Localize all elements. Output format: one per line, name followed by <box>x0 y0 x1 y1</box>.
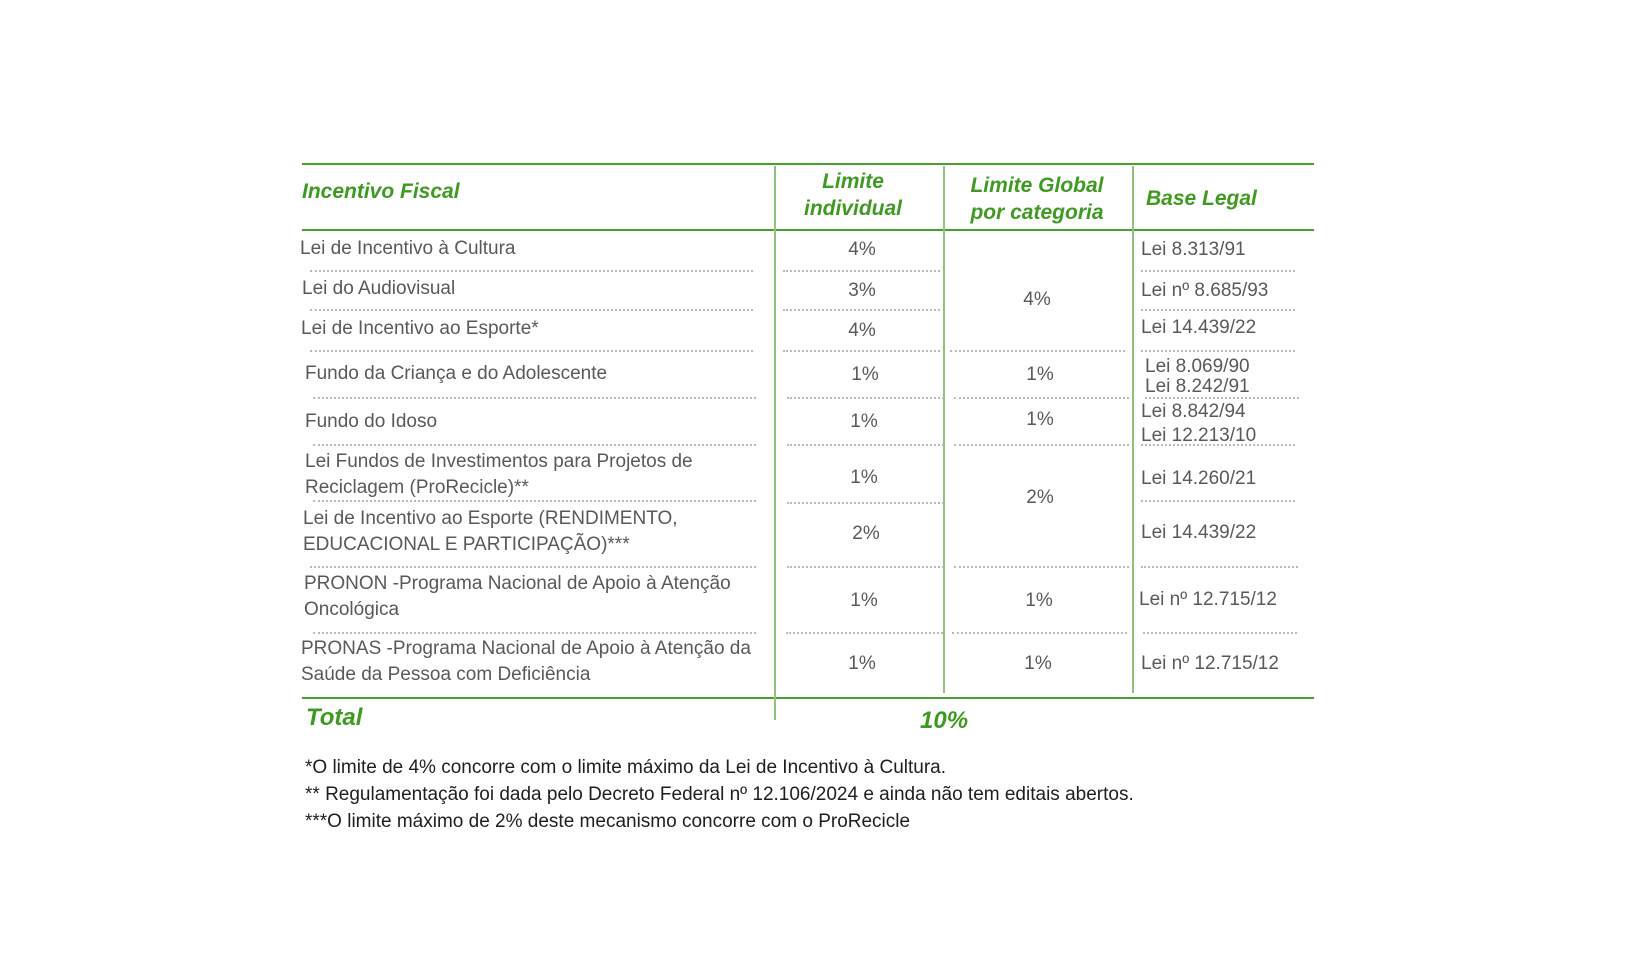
row-3-base: Lei 14.439/22 <box>1141 317 1257 338</box>
global-group-2: 1% <box>1026 364 1054 385</box>
row-2-divider-b <box>783 309 940 311</box>
row-6-individual: 1% <box>850 467 878 488</box>
row-2-divider-d <box>1141 309 1295 311</box>
row-7-incentivo-line2: EDUCACIONAL E PARTICIPAÇÃO)*** <box>303 534 630 555</box>
row-6-incentivo-line1: Lei Fundos de Investimentos para Projetos de <box>305 451 693 472</box>
row-5-divider-c <box>954 444 1129 446</box>
row-8-divider-c <box>952 632 1127 634</box>
table-top-rule <box>302 163 1314 165</box>
row-3-divider-b <box>783 350 940 352</box>
row-7-divider-c <box>954 566 1129 568</box>
header-limite-individual-line2: individual <box>803 197 902 220</box>
row-3-divider-a <box>310 350 753 352</box>
table-bottom-rule <box>302 697 1314 699</box>
global-group-3: 1% <box>1026 409 1054 430</box>
row-4-divider-b <box>787 397 944 399</box>
row-5-divider-b <box>787 444 944 446</box>
row-7-base: Lei 14.439/22 <box>1141 522 1257 543</box>
row-3-incentivo: Lei de Incentivo ao Esporte* <box>301 318 539 339</box>
total-label: Total <box>306 704 363 731</box>
row-2-incentivo: Lei do Audiovisual <box>302 278 456 299</box>
row-7-divider-b <box>787 566 944 568</box>
row-4-incentivo: Fundo da Criança e do Adolescente <box>305 363 608 384</box>
row-3-divider-d <box>1141 350 1295 352</box>
footnote-3: ***O limite máximo de 2% deste mecanismo concorre com o ProRecicle <box>305 811 911 832</box>
row-6-base: Lei 14.260/21 <box>1141 468 1257 489</box>
row-9-individual: 1% <box>848 653 876 674</box>
row-9-incentivo-line1: PRONAS -Programa Nacional de Apoio à Atenção da <box>301 638 751 659</box>
row-7-divider-d <box>1141 566 1298 568</box>
table-header-rule <box>302 229 1314 231</box>
header-limite-global-line1: Limite Global <box>970 174 1104 197</box>
row-5-base-line2: Lei 12.213/10 <box>1141 425 1257 446</box>
row-3-divider-c <box>950 350 1125 352</box>
row-1-divider-a <box>310 270 753 272</box>
row-1-divider-b <box>783 270 940 272</box>
row-5-divider-a <box>313 444 756 446</box>
row-8-base: Lei nº 12.715/12 <box>1139 589 1277 610</box>
global-group-1: 4% <box>1023 289 1051 310</box>
row-9-incentivo-line2: Saúde da Pessoa com Deficiência <box>301 664 591 685</box>
row-4-individual: 1% <box>851 364 879 385</box>
row-6-divider-d <box>1141 500 1295 502</box>
row-8-divider-a <box>313 632 756 634</box>
row-8-incentivo-line1: PRONON -Programa Nacional de Apoio à Atenção <box>304 573 731 594</box>
row-8-divider-b <box>786 632 943 634</box>
row-8-divider-d <box>1143 632 1297 634</box>
row-1-incentivo: Lei de Incentivo à Cultura <box>300 238 516 259</box>
row-2-individual: 3% <box>848 280 876 301</box>
row-6-incentivo-line2: Reciclagem (ProRecicle)** <box>305 477 529 498</box>
row-1-divider-d <box>1141 270 1295 272</box>
row-6-divider-b <box>787 502 944 504</box>
row-6-divider-a <box>313 500 756 502</box>
row-7-divider-a <box>310 566 756 568</box>
row-4-base-line2: Lei 8.242/91 <box>1145 376 1250 397</box>
header-limite-global-line2: por categoria <box>970 201 1104 224</box>
row-4-base-line1: Lei 8.069/90 <box>1145 356 1250 377</box>
row-5-divider-d <box>1141 444 1295 446</box>
row-7-incentivo-line1: Lei de Incentivo ao Esporte (RENDIMENTO, <box>303 508 678 529</box>
row-4-divider-a <box>313 397 756 399</box>
row-2-base: Lei nº 8.685/93 <box>1141 280 1269 301</box>
footnote-2: ** Regulamentação foi dada pelo Decreto Federal nº 12.106/2024 e ainda não tem editais abertos. <box>305 784 1134 805</box>
header-base-legal: Base Legal <box>1146 187 1257 210</box>
row-4-divider-c <box>954 397 1129 399</box>
column-divider-1 <box>774 166 776 720</box>
total-value: 10% <box>920 707 969 734</box>
row-9-base: Lei nº 12.715/12 <box>1141 653 1279 674</box>
row-7-individual: 2% <box>852 523 880 544</box>
global-group-4: 2% <box>1026 487 1054 508</box>
row-5-individual: 1% <box>850 411 878 432</box>
header-incentivo-fiscal: Incentivo Fiscal <box>302 180 460 203</box>
row-2-divider-a <box>310 309 753 311</box>
column-divider-3 <box>1132 166 1134 693</box>
row-5-base-line1: Lei 8.842/94 <box>1141 401 1246 422</box>
row-8-incentivo-line2: Oncológica <box>304 599 400 620</box>
row-1-individual: 4% <box>848 239 876 260</box>
header-limite-individual-line1: Limite <box>822 170 884 193</box>
global-group-6: 1% <box>1024 653 1052 674</box>
row-5-incentivo: Fundo do Idoso <box>305 411 438 432</box>
global-group-5: 1% <box>1025 590 1053 611</box>
footnote-1: *O limite de 4% concorre com o limite máximo da Lei de Incentivo à Cultura. <box>305 757 946 778</box>
row-3-individual: 4% <box>848 320 876 341</box>
row-8-individual: 1% <box>850 590 878 611</box>
row-1-base: Lei 8.313/91 <box>1141 239 1246 260</box>
